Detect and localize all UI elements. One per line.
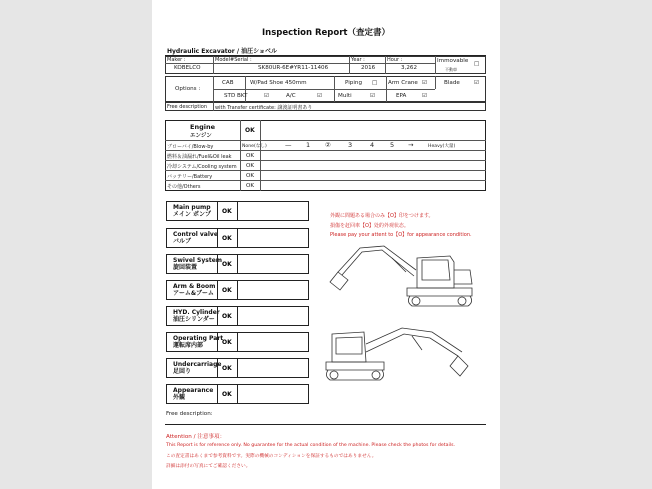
component-status: OK xyxy=(222,365,232,372)
component-swivel-system xyxy=(166,254,309,274)
component-hyd-cylinder xyxy=(166,306,309,326)
component-arm-boom xyxy=(166,280,309,300)
component-operating-part xyxy=(166,332,309,352)
component-name-jp: メイン ポンプ xyxy=(173,211,211,218)
component-name-jp: アーム&ブーム xyxy=(173,290,214,297)
cell-divider xyxy=(165,63,435,64)
cell-divider xyxy=(213,89,435,90)
engine-status: OK xyxy=(245,127,255,134)
engine-title-jp: エンジン xyxy=(190,133,212,139)
option-multi: Multi xyxy=(338,93,352,99)
blowby-scale-3: 3 xyxy=(348,141,353,149)
component-name-jp: 外観 xyxy=(173,394,186,401)
component-appearance xyxy=(166,384,309,404)
immovable-label: Immovable xyxy=(437,58,469,64)
cell-divider xyxy=(213,102,214,111)
cell-divider xyxy=(385,56,386,74)
year-label: Year : xyxy=(351,57,365,63)
immovable-checkbox[interactable]: □ xyxy=(474,61,480,67)
appearance-note-line2: 損傷を赶回車【O】处的外观状态。 xyxy=(330,223,409,229)
blowby-scale-5: 5 xyxy=(390,141,395,149)
cell-divider xyxy=(435,56,436,74)
option-shoe: W/Pad Shoe 450mm xyxy=(250,80,307,86)
component-name: Undercarriage xyxy=(173,361,222,368)
maker-value: KOBELCO xyxy=(174,65,201,71)
option-std-bkt-checkbox[interactable]: ☑ xyxy=(264,93,270,99)
attention-line1: This Report is for reference only. No guarantee for the actual condition of the machine. Please check the photos for details. xyxy=(166,443,456,448)
hour-label: Hour : xyxy=(387,57,403,63)
option-multi-checkbox[interactable]: ☑ xyxy=(370,93,376,99)
option-blade-checkbox[interactable]: ☑ xyxy=(474,80,480,86)
appearance-note-line3: Please pay your attent to【O】for appearance condition. xyxy=(330,232,472,238)
engine-title: Engine xyxy=(190,123,215,131)
free-description-value: with Transfer certificate: 譲渡証明書あり xyxy=(215,105,313,111)
component-status: OK xyxy=(222,339,232,346)
component-name: Operating Part xyxy=(173,335,224,342)
cell-divider xyxy=(165,180,486,181)
blowby-none: None(なし) xyxy=(242,144,267,149)
component-name-jp: 足回り xyxy=(173,368,192,375)
component-status: OK xyxy=(222,261,232,268)
engine-row-label: 冷却システム/Cooling system xyxy=(167,164,237,170)
cell-divider xyxy=(213,56,214,74)
component-name: Main pump xyxy=(173,204,211,211)
component-status: OK xyxy=(222,287,232,294)
appearance-note-line1: 外観に問題ある場合のみ【O】印をつけます。 xyxy=(330,213,434,219)
inspection-report-page xyxy=(152,0,500,489)
options-label: Options : xyxy=(175,86,201,92)
option-ac: A/C xyxy=(286,93,296,99)
blowby-scale-1: 1 xyxy=(306,141,311,149)
blowby-heavy: Heavy(大量) xyxy=(428,144,456,149)
blowby-scale-2: ② xyxy=(325,141,331,149)
free-description-label: Free description xyxy=(167,104,207,110)
engine-row-status: OK xyxy=(246,173,255,179)
divider xyxy=(165,424,486,425)
engine-row-label: 燃料＆油漏れ/Fuel&Oil leak xyxy=(167,154,232,160)
component-status: OK xyxy=(222,313,232,320)
maker-label: Maker : xyxy=(167,57,186,63)
excavator-side-drawing xyxy=(322,240,482,310)
option-epa-checkbox[interactable]: ☑ xyxy=(422,93,428,99)
option-epa: EPA xyxy=(396,93,407,99)
free-description2-label: Free description: xyxy=(166,411,213,417)
blowby-scale-start: — xyxy=(285,141,292,149)
cell-divider xyxy=(165,150,486,151)
component-name-jp: 油圧シリンダー xyxy=(173,316,215,323)
immovable-jp: 不動車 xyxy=(445,67,457,72)
hour-value: 3,262 xyxy=(401,65,418,71)
component-name: HYD. Cylinder xyxy=(173,309,220,316)
engine-row-status: OK xyxy=(246,183,255,189)
cell-divider xyxy=(435,76,436,89)
engine-row-status: OK xyxy=(246,163,255,169)
attention-line3: 詳細は添付の写真にてご確認ください。 xyxy=(166,464,251,469)
option-arm-crane-checkbox[interactable]: ☑ xyxy=(422,80,428,86)
machine-type: Hydraulic Excavator / 油圧ショベル xyxy=(167,48,277,55)
engine-row-status: OK xyxy=(246,153,255,159)
attention-line2: この査定書はあくまで参考資料です。実際の機械のコンディションを保証するものではありません。 xyxy=(166,454,377,459)
option-piping: Piping xyxy=(345,80,363,86)
component-name: Swivel System xyxy=(173,257,223,264)
excavator-rear-drawing xyxy=(322,322,482,382)
option-arm-crane: Arm Crane xyxy=(388,80,418,86)
blowby-label: ブローバイ/Blow-by xyxy=(167,144,214,150)
component-name: Appearance xyxy=(173,387,214,394)
attention-title: Attention / 注意事項： xyxy=(166,434,226,440)
component-name-jp: 運転席内部 xyxy=(173,342,204,349)
option-std-bkt: STD BKT xyxy=(224,93,248,99)
cell-divider xyxy=(165,170,486,171)
cell-divider xyxy=(349,56,350,74)
component-name: Arm & Boom xyxy=(173,283,216,290)
component-name-jp: 旋回装置 xyxy=(173,264,198,271)
engine-row-label: その他/Others xyxy=(167,184,201,190)
model-value: SK80UR-6E#YR11-11406 xyxy=(258,65,329,71)
component-control-valve xyxy=(166,228,309,248)
component-undercarriage xyxy=(166,358,309,378)
component-status: OK xyxy=(222,235,232,242)
option-cab: CAB xyxy=(222,80,234,86)
component-status: OK xyxy=(222,208,232,215)
option-piping-checkbox[interactable]: □ xyxy=(372,80,378,86)
option-blade: Blade xyxy=(444,80,460,86)
component-main-pump xyxy=(166,201,309,221)
component-status: OK xyxy=(222,391,232,398)
model-label: Model#Serial : xyxy=(215,57,252,63)
option-ac-checkbox[interactable]: ☑ xyxy=(317,93,323,99)
page-title: Inspection Report（査定書） xyxy=(262,28,390,38)
blowby-scale-end: → xyxy=(408,141,414,149)
year-value: 2016 xyxy=(361,65,376,71)
component-name: Control valve xyxy=(173,231,218,238)
blowby-scale-4: 4 xyxy=(370,141,375,149)
cell-divider xyxy=(165,160,486,161)
component-name-jp: バルブ xyxy=(173,238,192,245)
engine-row-label: バッテリー/Battery xyxy=(167,174,213,180)
